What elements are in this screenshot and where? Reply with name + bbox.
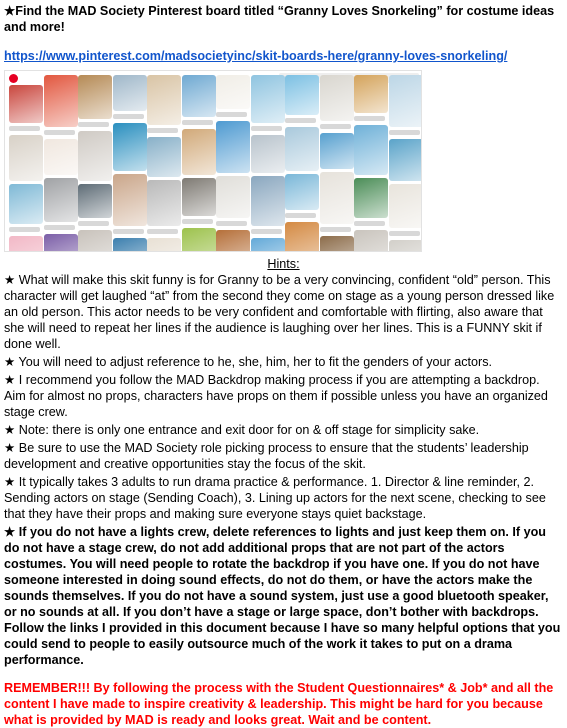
pin-caption (182, 120, 213, 125)
pin-image[interactable] (147, 238, 181, 252)
pin-image[interactable] (320, 172, 354, 224)
pin-image[interactable] (216, 121, 250, 173)
pin-image[interactable] (216, 230, 250, 252)
pin-image[interactable] (113, 75, 147, 111)
pin-image[interactable] (78, 230, 112, 252)
pin-image[interactable] (9, 236, 43, 252)
pin-column (285, 75, 319, 252)
pin-image[interactable] (9, 135, 43, 181)
pin-caption (78, 221, 109, 226)
pin-image[interactable] (320, 75, 354, 121)
pin-image[interactable] (78, 131, 112, 181)
pin-image[interactable] (251, 176, 285, 226)
pin-caption (9, 126, 40, 131)
pin-caption (44, 225, 75, 230)
pin-column (251, 75, 285, 252)
pin-caption (78, 122, 109, 127)
bold-hint-paragraph: ★ If you do not have a lights crew, delete references to lights and just keep them on. If you do not have a stage crew, do not add additional props that are not part of the actors costumes. You will need people to rotate the backdrop if you have one. If you do not have someone interested in doing sound effects, do not do them, or have the actors make the sounds themselves. If you do not have a sound system, just use a good bluetooth speaker, or no sounds at all. If you don’t have a stage or large space, don’t bother with backdrops. Follow the links I provided in this document because I have so many helpful options that you could send to people to easily outsource much of the work it takes to put on a drama performance. (4, 525, 561, 667)
pin-caption (320, 227, 351, 232)
pin-image[interactable] (44, 234, 78, 252)
pin-caption (44, 130, 75, 135)
pin-caption (113, 229, 144, 234)
pin-image[interactable] (354, 178, 388, 218)
pin-caption (147, 229, 178, 234)
pin-image[interactable] (320, 236, 354, 252)
pin-image[interactable] (285, 222, 319, 252)
pin-caption (389, 231, 420, 236)
pin-column (389, 75, 423, 252)
pin-image[interactable] (182, 75, 216, 117)
pin-image[interactable] (285, 174, 319, 210)
pin-image[interactable] (285, 75, 319, 115)
pin-image[interactable] (147, 137, 181, 177)
pin-column (216, 75, 250, 252)
document-page (4, 3, 563, 728)
pin-caption (320, 124, 351, 129)
pin-caption (354, 221, 385, 226)
pin-column (78, 75, 112, 252)
pin-image[interactable] (389, 240, 423, 252)
pin-caption (147, 128, 178, 133)
pin-caption (354, 116, 385, 121)
pin-caption (251, 229, 282, 234)
pin-caption (216, 112, 247, 117)
pin-caption (113, 114, 144, 119)
pin-image[interactable] (113, 123, 147, 171)
pin-image[interactable] (354, 230, 388, 252)
pin-caption (285, 213, 316, 218)
pin-column (320, 75, 354, 252)
pin-image[interactable] (78, 184, 112, 218)
pin-image[interactable] (182, 129, 216, 175)
hint-paragraph: ★ You will need to adjust reference to he, she, him, her to fit the genders of your actors. (4, 355, 493, 369)
hints-title: Hints: (267, 257, 300, 271)
hint-paragraph: ★ What will make this skit funny is for Granny to be a very convincing, confident “old” person. This character will get laughed “at” from the second they come on stage as a young person dressed like an old person. This actor needs to be very confident and comfortable with flirting, also aware that she will need to repeat her lines if the audience is laughing over her lines. This is a FUNNY skit if done well. (4, 273, 555, 351)
pin-image[interactable] (147, 180, 181, 226)
pin-image[interactable] (354, 75, 388, 113)
pin-caption (216, 221, 247, 226)
pin-image[interactable] (251, 75, 285, 123)
pin-image[interactable] (389, 139, 423, 181)
pin-image[interactable] (251, 238, 285, 252)
pin-image[interactable] (44, 139, 78, 175)
pinterest-logo-icon (9, 74, 18, 83)
pin-column (44, 75, 78, 252)
pin-column (354, 75, 388, 252)
pin-image[interactable] (285, 127, 319, 171)
pin-column (147, 75, 181, 252)
pin-caption (9, 227, 40, 232)
pin-column (113, 75, 147, 252)
pinterest-board-screenshot (4, 70, 422, 252)
pin-caption (251, 126, 282, 131)
pin-image[interactable] (113, 238, 147, 252)
pin-image[interactable] (44, 178, 78, 222)
pin-image[interactable] (147, 75, 181, 125)
pin-image[interactable] (9, 85, 43, 123)
hint-paragraph: ★ I recommend you follow the MAD Backdrop making process if you are attempting a backdrop. Aim for almost no props, characters have props on them if possible unless you have an organized stage crew. (4, 373, 548, 419)
pin-image[interactable] (251, 135, 285, 173)
intro-text: ★Find the MAD Society Pinterest board titled “Granny Loves Snorkeling” for costume ideas and more! (4, 4, 555, 34)
pin-caption (182, 219, 213, 224)
pin-image[interactable] (9, 184, 43, 224)
pinterest-board-link[interactable]: https://www.pinterest.com/madsocietyinc/skit-boards-here/granny-loves-snorkeling/ (4, 49, 508, 63)
pin-image[interactable] (389, 184, 423, 228)
pin-image[interactable] (216, 75, 250, 109)
pin-image[interactable] (182, 228, 216, 252)
pin-caption (389, 130, 420, 135)
pin-caption (285, 118, 316, 123)
pin-image[interactable] (320, 133, 354, 169)
pin-column (9, 85, 43, 252)
remember-note: REMEMBER!!! By following the process with the Student Questionnaires* & Job* and all the content I have made to inspire creativity & leadership. This might be hard for you because what is provided by MAD is ready and looks great. Wait and be content. (4, 681, 554, 727)
pin-image[interactable] (44, 75, 78, 127)
hint-paragraph: ★ Note: there is only one entrance and exit door for on & off stage for simplicity sake. (4, 423, 480, 437)
pin-image[interactable] (78, 75, 112, 119)
pin-image[interactable] (216, 176, 250, 218)
pin-image[interactable] (389, 75, 423, 127)
hint-paragraph: ★ Be sure to use the MAD Society role picking process to ensure that the students’ leadership development and creative opportunities stay the focus of the skit. (4, 441, 529, 471)
pin-column (182, 75, 216, 252)
hint-paragraph: ★ It typically takes 3 adults to run drama practice & performance. 1. Director & line reminder, 2. Sending actors on stage (Sending Coach), 3. Lining up actors for the next scene, checking to see that they have their props and making sure everyone stays quiet backstage. (4, 475, 546, 521)
pin-image[interactable] (354, 125, 388, 175)
pin-image[interactable] (182, 178, 216, 216)
pin-image[interactable] (113, 174, 147, 226)
